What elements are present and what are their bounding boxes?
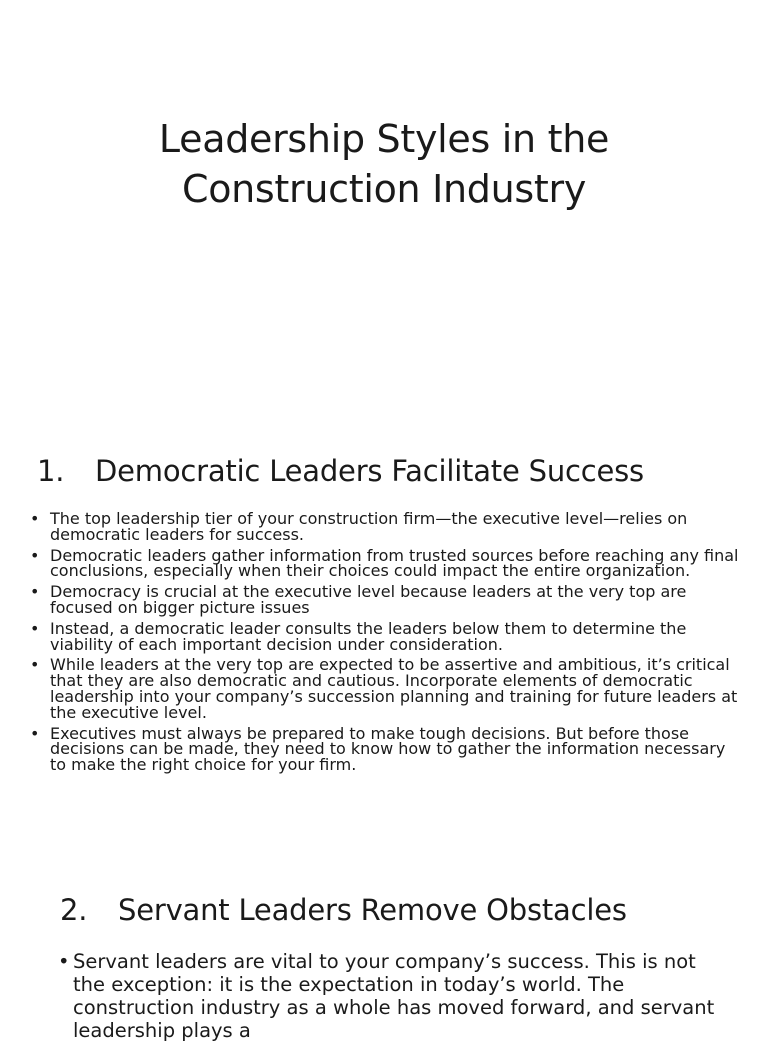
bullet-item: [30, 545, 742, 581]
heading-text: Democratic Leaders Facilitate Success: [95, 454, 644, 488]
bullet-text: Democratic leaders gather information from trusted sources before reaching any final conclusions, especially when their choices could impact the entire organization.: [50, 545, 739, 581]
slide-servant-leaders: [0, 864, 768, 1042]
bullet-icon: •: [30, 655, 40, 675]
bullet-item: [30, 657, 742, 720]
heading-number: 2.: [60, 893, 88, 927]
bullet-item: [58, 950, 718, 1042]
bullet-text: Executives must always be prepared to make tough decisions. But before those decisions can be made, they need to know how to gather the information necessary to make the right choice for your firm.: [50, 723, 726, 775]
heading-number: 1.: [37, 454, 65, 488]
bullet-icon: •: [30, 618, 40, 638]
slide-democratic-leaders: [0, 432, 768, 864]
bullet-item: [30, 723, 742, 775]
bullet-item: [30, 511, 742, 543]
slide-title: [84, 114, 684, 214]
heading-text: Servant Leaders Remove Obstacles: [118, 893, 627, 927]
bullet-icon: •: [30, 723, 40, 743]
bullet-text: Instead, a democratic leader consults the leaders below them to determine the viability of each important decision under consideration.: [50, 618, 687, 654]
section-heading: [37, 453, 644, 489]
bullet-icon: •: [30, 509, 40, 528]
bullet-icon: •: [58, 950, 70, 973]
bullet-text: Democracy is crucial at the executive level because leaders at the very top are focused on bigger picture issues: [50, 582, 687, 617]
bullet-text: While leaders at the very top are expected to be assertive and ambitious, it’s critical that they are also democratic and cautious. Incorporate elements of democratic leadership into your company’s succession planning and training for future leaders at the executive level.: [50, 655, 738, 722]
bullet-icon: •: [30, 582, 40, 602]
slide-title-line-1: Leadership Styles in the: [158, 117, 610, 161]
bullet-list: [58, 950, 718, 1042]
bullet-item: [30, 584, 742, 616]
bullet-list: [30, 511, 742, 778]
bullet-item: [30, 618, 742, 654]
bullet-text: Servant leaders are vital to your company’s success. This is not the exception: it is the expectation in today’s world. The construction industry as a whole has moved forward, and servant leadership plays a: [73, 950, 715, 1042]
title-slide: [0, 0, 768, 432]
bullet-text: The top leadership tier of your construction firm—the executive level—relies on democratic leaders for success.: [50, 509, 688, 544]
slide-title-line-2: Construction Industry: [181, 167, 587, 211]
bullet-icon: •: [30, 545, 40, 565]
section-heading: [60, 892, 627, 928]
